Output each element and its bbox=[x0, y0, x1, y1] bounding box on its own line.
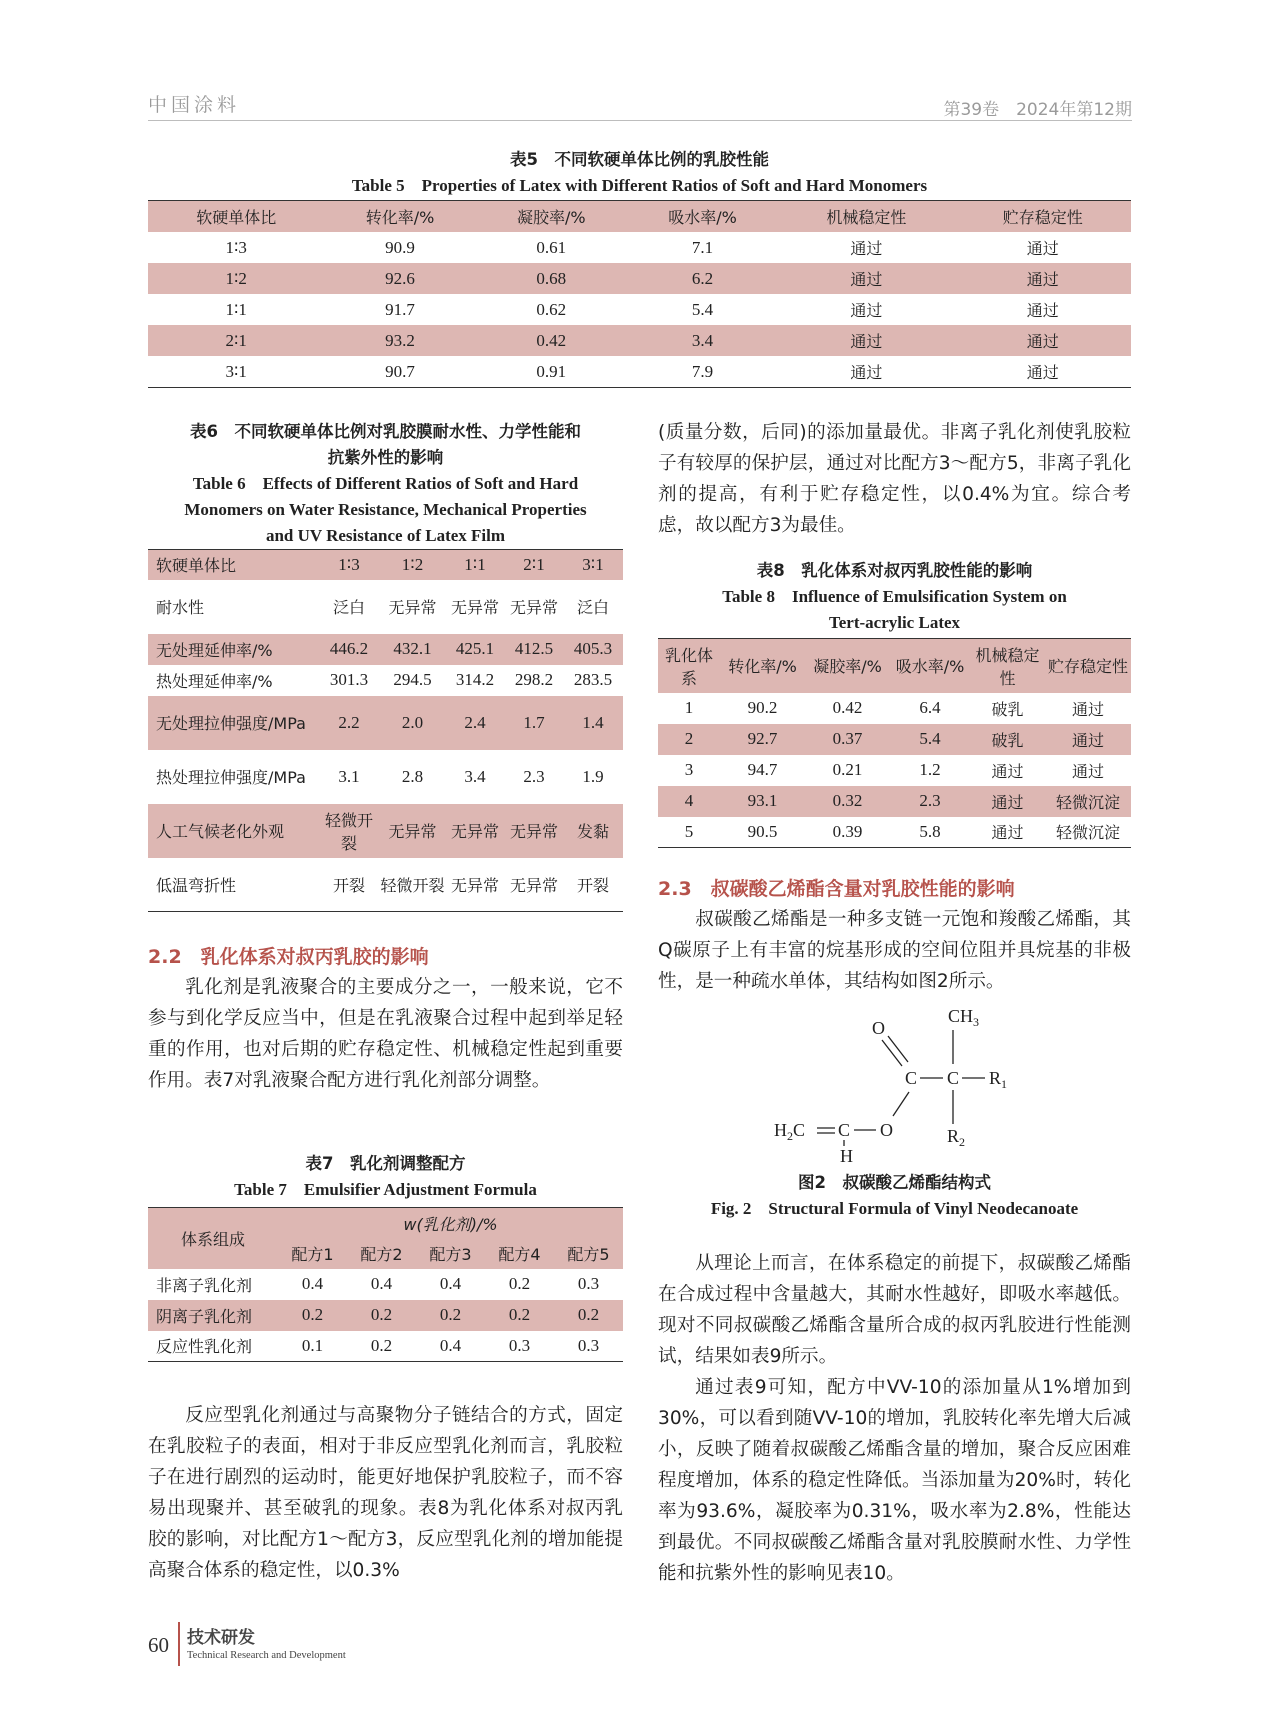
table-cell: 94.7 bbox=[747, 760, 778, 779]
paragraph: 反应型乳化剂通过与高聚物分子链结合的方式，固定在乳胶粒子的表面，相对于非反应型乳化剂而言，乳胶粒子在进行剧烈的运动时，能更好地保护乳胶粒子，而不容易出现聚并、甚至破乳的现象。表8为乳化体系对叔丙乳胶的影响，对比配方1～配方3，反应型乳化剂的增加能提高聚合体系的稳定性，以0.3% bbox=[148, 1405, 623, 1581]
table-cell: 0.2 bbox=[508, 1305, 531, 1324]
table-cell: 1.7 bbox=[523, 712, 545, 732]
table-cell: 轻微沉淀 bbox=[1055, 792, 1120, 812]
table7-header: 配方1 bbox=[291, 1245, 334, 1264]
table-cell: 人工气候老化外观 bbox=[156, 822, 285, 841]
table-cell: 0.3 bbox=[508, 1335, 531, 1355]
table-cell: 0.21 bbox=[832, 760, 863, 779]
table-cell: 无异常 bbox=[450, 822, 499, 841]
table-row bbox=[148, 750, 623, 804]
table6-caption-zh-1: 表6 不同软硬单体比例对乳胶膜耐水性、力学性能和 bbox=[190, 422, 581, 441]
table5-header-row bbox=[148, 201, 1131, 233]
table7-caption-en: Table 7 Emulsifier Adjustment Formula bbox=[234, 1180, 537, 1199]
table-cell: 通过 bbox=[850, 239, 883, 258]
table-row bbox=[148, 696, 623, 750]
table-cell: 3.1 bbox=[338, 766, 360, 786]
table-cell: 90.5 bbox=[747, 821, 778, 841]
table-row bbox=[148, 665, 623, 696]
table-cell: 90.2 bbox=[747, 698, 778, 717]
table5-caption bbox=[148, 147, 1131, 199]
table6-header-row bbox=[148, 550, 623, 580]
table-cell: 反应性乳化剂 bbox=[156, 1337, 253, 1357]
table-cell: 无异常 bbox=[388, 822, 437, 841]
table-cell: 4 bbox=[684, 791, 694, 810]
table-cell: 3∶1 bbox=[225, 361, 247, 381]
table-cell: 0.4 bbox=[370, 1274, 393, 1293]
table-cell: 1.4 bbox=[582, 712, 604, 732]
paragraph: 叔碳酸乙烯酯是一种多支链一元饱和羧酸乙烯酯，其Q碳原子上有丰富的烷基形成的空间位阻并具烷基的非极性，是一种疏水单体，其结构如图2所示。 bbox=[658, 909, 1131, 992]
table5-header: 贮存稳定性 bbox=[1002, 208, 1083, 227]
table-cell: 通过 bbox=[850, 270, 883, 289]
table8-header: 乳化体系 bbox=[664, 645, 713, 688]
table-cell: 294.5 bbox=[393, 670, 432, 689]
table6-header: 1∶3 bbox=[338, 554, 360, 574]
table-cell: 无异常 bbox=[450, 875, 499, 895]
table-cell: 无处理拉伸强度/MPa bbox=[156, 714, 306, 733]
table6-caption-zh-2: 抗紫外性的影响 bbox=[327, 448, 444, 467]
section-2-2-body bbox=[148, 972, 623, 1096]
table-row bbox=[148, 325, 1131, 356]
table7-header: 配方5 bbox=[567, 1245, 610, 1264]
table-cell: 破乳 bbox=[991, 699, 1024, 719]
table-cell: 1 bbox=[684, 698, 694, 717]
table-cell: 0.37 bbox=[832, 729, 863, 748]
table-cell: 0.2 bbox=[370, 1305, 393, 1324]
table-cell: 0.42 bbox=[536, 330, 567, 350]
atom-label: $CH_3$ bbox=[948, 1006, 980, 1029]
footer-section-en: Technical Research and Development bbox=[187, 1650, 346, 1661]
table5-header: 转化率/% bbox=[365, 208, 435, 227]
table-cell: 3.4 bbox=[691, 330, 714, 350]
table-cell: 425.1 bbox=[455, 639, 495, 658]
table-cell: 0.4 bbox=[439, 1274, 462, 1293]
atom-label: C bbox=[905, 1068, 918, 1088]
table-row bbox=[658, 724, 1131, 755]
table-cell: 5 bbox=[684, 821, 694, 841]
table-cell: 0.2 bbox=[370, 1335, 393, 1355]
table5-header: 机械稳定性 bbox=[826, 208, 907, 227]
table-row bbox=[148, 232, 1131, 263]
table6 bbox=[148, 549, 623, 912]
table-cell: 0.4 bbox=[301, 1274, 324, 1293]
table-row bbox=[148, 1269, 623, 1300]
table-cell: 非离子乳化剂 bbox=[156, 1275, 253, 1295]
atom-label: $R_1$ bbox=[989, 1068, 1008, 1091]
table-cell: 泛白 bbox=[576, 598, 609, 617]
table-row bbox=[658, 786, 1131, 817]
table-cell: 热处理延伸率/% bbox=[156, 671, 273, 691]
table-cell: 2.3 bbox=[919, 791, 941, 810]
atom-label: C bbox=[838, 1120, 851, 1140]
table-cell: 314.2 bbox=[455, 670, 495, 689]
table-cell: 1.9 bbox=[582, 766, 604, 786]
structural-formula-figure bbox=[760, 1000, 1060, 1170]
table7 bbox=[148, 1207, 623, 1362]
table7-header-row bbox=[148, 1208, 623, 1239]
table7-header: 体系组成 bbox=[180, 1229, 245, 1249]
table-cell: 通过 bbox=[991, 761, 1024, 781]
paragraph: 通过表9可知，配方中VV-10的添加量从1%增加到30%，可以看到随VV-10的增加，乳胶转化率先增大后减小，反映了随着叔碳酸乙烯酯含量的增加，聚合反应困难程度增加，体系的稳定性降低。当添加量为20%时，转化率为93.6%，凝胶率为0.31%，吸水率为2.8%，性能达到最优。不同叔碳酸乙烯酯含量对乳胶膜耐水性、力学性能和抗紫外性的影响见表10。 bbox=[658, 1377, 1131, 1584]
table8-header: 吸水率/% bbox=[895, 657, 965, 677]
table-cell: 通过 bbox=[850, 363, 883, 382]
table-cell: 0.91 bbox=[536, 361, 567, 381]
table-cell: 412.5 bbox=[514, 639, 554, 658]
table-cell: 0.42 bbox=[832, 698, 863, 717]
table-cell: 5.4 bbox=[919, 729, 941, 748]
figure2-caption-zh: 图2 叔碳酸乙烯酯结构式 bbox=[798, 1173, 991, 1192]
table-cell: 无异常 bbox=[509, 598, 558, 617]
table6-caption bbox=[148, 419, 623, 549]
table-cell: 无异常 bbox=[509, 822, 558, 841]
table-cell: 1∶3 bbox=[225, 237, 247, 257]
table-cell: 5.4 bbox=[691, 299, 714, 319]
table-cell: 6.4 bbox=[919, 698, 941, 717]
table-row bbox=[148, 263, 1131, 294]
table-cell: 93.1 bbox=[747, 791, 778, 810]
table-cell: 轻微开裂 bbox=[380, 875, 445, 895]
atom-label: $H_2C$ bbox=[774, 1120, 806, 1143]
right-column-top-paragraph bbox=[658, 417, 1131, 541]
table6-header: 2∶1 bbox=[523, 554, 545, 574]
table8-header: 转化率/% bbox=[728, 657, 797, 677]
table-cell: 1∶1 bbox=[225, 299, 247, 319]
table5-header: 凝胶率/% bbox=[516, 208, 586, 227]
table-cell: 2.2 bbox=[338, 712, 360, 732]
paragraph: (质量分数，后同)的添加量最优。非离子乳化剂使乳胶粒子有较厚的保护层，通过对比配方3～配方5，非离子乳化剂的提高，有利于贮存稳定性，以0.4%为宜。综合考虑，故以配方3为最佳。 bbox=[658, 422, 1131, 536]
table6-header: 1∶1 bbox=[464, 554, 486, 574]
table8-caption-zh: 表8 乳化体系对叔丙乳胶性能的影响 bbox=[756, 561, 1033, 580]
section-2-3-intro bbox=[658, 904, 1131, 997]
table-cell: 2.8 bbox=[401, 766, 424, 786]
table-cell: 446.2 bbox=[329, 639, 369, 658]
table-cell: 0.1 bbox=[301, 1335, 324, 1355]
table-cell: 无异常 bbox=[509, 875, 558, 895]
table-row bbox=[658, 817, 1131, 848]
table-cell: 0.2 bbox=[508, 1274, 531, 1293]
table-cell: 0.62 bbox=[536, 299, 567, 319]
table-cell: 泛白 bbox=[332, 598, 365, 617]
table-cell: 0.61 bbox=[536, 237, 567, 257]
table-cell: 2∶1 bbox=[225, 330, 247, 350]
section-2-3-title: 2.3 叔碳酸乙烯酯含量对乳胶性能的影响 bbox=[658, 878, 1015, 900]
table7-header: 配方3 bbox=[429, 1245, 472, 1264]
table-cell: 432.1 bbox=[393, 639, 432, 658]
figure2-caption bbox=[658, 1170, 1131, 1222]
table-cell: 阴离子乳化剂 bbox=[156, 1306, 253, 1326]
table-cell: 90.9 bbox=[385, 237, 415, 257]
table-cell: 1.2 bbox=[919, 760, 941, 779]
table-row bbox=[148, 580, 623, 634]
footer-section-zh: 技术研发 bbox=[187, 1628, 255, 1648]
table8-header-row bbox=[658, 639, 1131, 693]
section-2-2-title: 2.2 乳化体系对叔丙乳胶的影响 bbox=[148, 946, 429, 968]
table-cell: 通过 bbox=[1026, 239, 1059, 258]
paragraph: 乳化剂是乳液聚合的主要成分之一，一般来说，它不参与到化学反应当中，但是在乳液聚合过程中起到举足轻重的作用，也对后期的贮存稳定性、机械稳定性起到重要作用。表7对乳液聚合配方进行乳化剂部分调整。 bbox=[148, 977, 623, 1091]
table6-header: 软硬单体比 bbox=[156, 556, 237, 576]
table5-header: 吸水率/% bbox=[668, 208, 737, 227]
table-cell: 2.4 bbox=[464, 712, 486, 732]
table5-header: 软硬单体比 bbox=[196, 208, 277, 227]
section-2-3-body bbox=[658, 1248, 1131, 1589]
table-cell: 91.7 bbox=[385, 299, 415, 319]
table-cell: 轻微沉淀 bbox=[1055, 823, 1120, 843]
table6-header: 3∶1 bbox=[582, 554, 604, 574]
reactive-emulsifier-paragraph bbox=[148, 1400, 623, 1586]
table-cell: 5.8 bbox=[919, 821, 941, 841]
table-cell: 发黏 bbox=[576, 822, 609, 841]
table-cell: 0.3 bbox=[577, 1335, 600, 1355]
table-cell: 0.39 bbox=[832, 821, 863, 841]
atom-label: O bbox=[872, 1018, 885, 1038]
table7-unit-header: w(乳化剂)/% bbox=[403, 1214, 498, 1234]
table8-caption bbox=[658, 558, 1131, 636]
table-cell: 破乳 bbox=[991, 730, 1024, 750]
atom-label: H bbox=[840, 1146, 853, 1166]
table-cell: 0.2 bbox=[439, 1305, 462, 1324]
table-cell: 92.6 bbox=[385, 268, 415, 288]
table-cell: 通过 bbox=[991, 823, 1024, 843]
table-cell: 开裂 bbox=[576, 875, 609, 895]
table-cell: 7.1 bbox=[691, 237, 714, 257]
table-cell: 1∶2 bbox=[225, 268, 247, 288]
journal-name: 中国涂料 bbox=[148, 94, 241, 116]
atom-label: $R_2$ bbox=[947, 1126, 966, 1149]
table-cell: 无异常 bbox=[388, 598, 437, 617]
table-cell: 0.32 bbox=[832, 791, 863, 810]
table-cell: 0.68 bbox=[536, 268, 567, 288]
table-cell: 0.2 bbox=[577, 1305, 600, 1324]
table-cell: 7.9 bbox=[691, 361, 714, 381]
table6-header: 1∶2 bbox=[401, 554, 424, 574]
table-cell: 6.2 bbox=[691, 268, 714, 288]
table-row bbox=[658, 693, 1131, 724]
table5 bbox=[148, 200, 1131, 388]
table-cell: 低温弯折性 bbox=[156, 875, 237, 895]
table-cell: 通过 bbox=[850, 301, 883, 320]
table-row bbox=[148, 356, 1131, 388]
table8-caption-en-1: Table 8 Influence of Emulsification System on bbox=[722, 587, 1067, 606]
table5-caption-zh: 表5 不同软硬单体比例的乳胶性能 bbox=[510, 150, 769, 169]
table-cell: 通过 bbox=[991, 792, 1024, 812]
table8-header: 贮存稳定性 bbox=[1047, 657, 1128, 677]
table7-caption-zh: 表7 乳化剂调整配方 bbox=[305, 1154, 466, 1173]
page-number: 60 bbox=[148, 1633, 169, 1657]
table-cell: 轻微开裂 bbox=[324, 810, 373, 853]
table-cell: 热处理拉伸强度/MPa bbox=[156, 768, 306, 787]
table-cell: 无处理延伸率/% bbox=[156, 640, 273, 660]
table-cell: 无异常 bbox=[450, 598, 499, 617]
table-row bbox=[148, 1331, 623, 1362]
table-cell: 301.3 bbox=[329, 670, 369, 689]
table-cell: 开裂 bbox=[332, 875, 365, 895]
table8-caption-en-2: Tert-acrylic Latex bbox=[828, 613, 961, 632]
table-cell: 2 bbox=[684, 729, 694, 748]
table6-caption-en-3: and UV Resistance of Latex Film bbox=[265, 526, 506, 545]
table7-header: 配方4 bbox=[498, 1245, 541, 1264]
table-cell: 0.4 bbox=[439, 1335, 462, 1355]
table-cell: 通过 bbox=[1026, 332, 1059, 351]
table-row bbox=[148, 858, 623, 912]
figure2-caption-en: Fig. 2 Structural Formula of Vinyl Neodecanoate bbox=[710, 1199, 1079, 1218]
atom-label: O bbox=[880, 1120, 893, 1140]
table-cell: 通过 bbox=[1026, 363, 1059, 382]
table5-caption-en: Table 5 Properties of Latex with Different Ratios of Soft and Hard Monomers bbox=[351, 176, 928, 195]
table8 bbox=[658, 638, 1131, 848]
table-row bbox=[148, 634, 623, 665]
table-cell: 90.7 bbox=[385, 361, 415, 381]
table8-header: 凝胶率/% bbox=[813, 657, 882, 677]
table-cell: 0.3 bbox=[577, 1274, 600, 1293]
table-cell: 通过 bbox=[1071, 730, 1104, 750]
table-row bbox=[148, 1300, 623, 1331]
table7-caption bbox=[148, 1151, 623, 1203]
table-cell: 通过 bbox=[850, 332, 883, 351]
table-cell: 通过 bbox=[1071, 761, 1104, 781]
table-cell: 92.7 bbox=[747, 729, 778, 748]
table-cell: 2.0 bbox=[401, 712, 424, 732]
table6-caption-en-1: Table 6 Effects of Different Ratios of Soft and Hard bbox=[192, 474, 579, 493]
table6-caption-en-2: Monomers on Water Resistance, Mechanical Properties bbox=[184, 500, 587, 519]
paragraph: 从理论上而言，在体系稳定的前提下，叔碳酸乙烯酯在合成过程中含量越大，其耐水性越好，即吸水率越低。现对不同叔碳酸乙烯酯含量所合成的叔丙乳胶进行性能测试，结果如表9所示。 bbox=[658, 1253, 1131, 1367]
table-cell: 298.2 bbox=[514, 670, 554, 689]
atom-label: C bbox=[947, 1068, 960, 1088]
table-cell: 405.3 bbox=[573, 639, 613, 658]
table-cell: 通过 bbox=[1026, 301, 1059, 320]
table-cell: 通过 bbox=[1071, 699, 1104, 719]
table-row bbox=[148, 294, 1131, 325]
table-cell: 283.5 bbox=[573, 670, 613, 689]
table7-header: 配方2 bbox=[360, 1245, 403, 1264]
table-cell: 通过 bbox=[1026, 270, 1059, 289]
table-row bbox=[148, 804, 623, 858]
header-rule bbox=[148, 120, 1132, 121]
table-cell: 3.4 bbox=[464, 766, 486, 786]
table-cell: 93.2 bbox=[385, 330, 415, 350]
table-cell: 耐水性 bbox=[156, 598, 205, 617]
table-row bbox=[658, 755, 1131, 786]
issue-info: 第39卷 2024年第12期 bbox=[943, 100, 1132, 120]
table-cell: 0.2 bbox=[301, 1305, 324, 1324]
table-cell: 2.3 bbox=[523, 766, 545, 786]
table8-header: 机械稳定性 bbox=[975, 645, 1040, 688]
footer-divider bbox=[178, 1622, 180, 1666]
table-cell: 3 bbox=[684, 760, 694, 779]
